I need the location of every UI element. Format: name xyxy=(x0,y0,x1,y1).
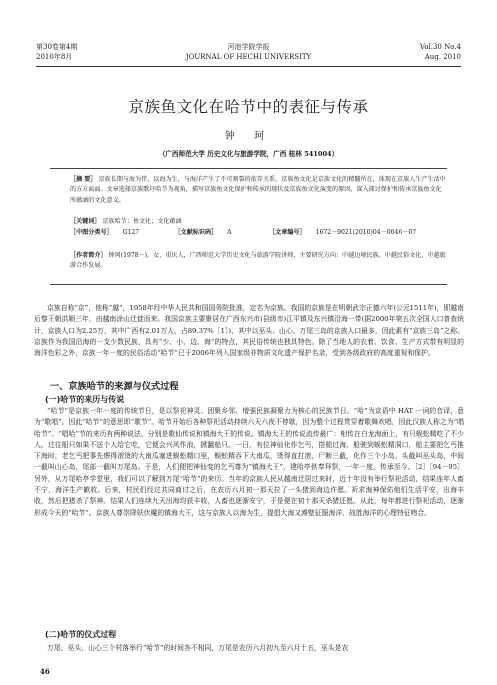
author-affiliation: （广西师范大学 历史文化与旅游学院，广西 桂林 541004） xyxy=(158,150,339,158)
intro-paragraph xyxy=(34,303,464,359)
doc-code-value: A xyxy=(227,229,232,236)
intro-text: 京族自称“京”，他称“越”，1958年经中华人民共和国国务院批准，定名为京族。我国的京族是在明朝武宗正德六年(公元1511年)，即越南后黎王朝洪顺三年，由越南涂山迁徙而来。我国京族主要聚居在广西东兴市(县级市)江平镇及东兴镇沿海一带(据2000年第五次全国人口普查统计，京族人口为2.25万，其中广西有2.01万人，占89.37%［1］)，其中以巫头、山心、万尾三岛的京族人口最多，因此素有“京族三岛”之称。京族作为我国沿海的一支少数民族，具有“少、小、边、海”的特点，其民俗传统也独具特色。除了当地人的衣着、饮食、生产方式带有明显的海洋色彩之外，京族一年一度的民俗活动“哈节”已于2006年列入国家级非物质文化遗产保护名录，受到各级政府的高度重视和保护。 xyxy=(34,304,464,358)
paragraph-3-text: 万尾、巫头、山心三个村落举行“哈节”的时间各不相同，万尾是农历六月初九至六月十五，巫头是农 xyxy=(47,644,349,652)
article-author: 钟 珂 xyxy=(224,131,273,142)
journal-date-en: Aug. 2010 xyxy=(424,53,461,61)
keywords-text: 京族哈节；鱼文化；文化蕴涵 xyxy=(102,218,182,225)
keywords xyxy=(70,217,447,227)
doc-code-label: ［文献标识码］ xyxy=(174,229,218,236)
clc-value: G127 xyxy=(122,229,140,236)
body-paragraph-2 xyxy=(34,406,464,519)
abstract xyxy=(70,175,447,206)
body-paragraph-3 xyxy=(34,643,464,654)
journal-name-cn: 河池学院学报 xyxy=(227,43,270,51)
article-id-value: 1672－9021(2010)04－0046－07 xyxy=(315,229,417,236)
journal-volume-en: Vol.30 No.4 xyxy=(419,43,461,51)
clc-label: ［中图分类号］ xyxy=(70,229,113,236)
header-rule xyxy=(36,66,461,67)
abstract-text: 京族长期与海为伴，以海为生，与海洋产生了不可割裂的依存关系。京族鱼文化是京族文化的精髓所在，体现在京族人生产生活中的方方面面。文章选择京族歌圩哈节为视角，描写京族鱼文化保护和传承的现状及京族鱼文化演变的原因，深入探讨保护和传承京族鱼文化所蕴涵的文化意义。 xyxy=(70,176,446,204)
header-right xyxy=(420,42,461,62)
journal-date: 2010年8月 xyxy=(36,53,73,61)
page-number: 46 xyxy=(40,667,50,676)
journal-volume: 第30卷第4期 xyxy=(36,43,78,51)
paragraph-2-text: “哈节”是京族一年一度的传统节日，是以祭祀神灵、团聚乡邻、增强民族凝聚力为核心的民族节日。“哈”为京语中 HÁT 一词的音译，意为“歌唱”，因此“哈节”的意思即“歌节”。哈节开始后各种祭祀活动持续六天六夜不停歇，因为整个过程贯穿着歌舞欢唱，因此汉族人称之为“唱哈节”。“唱哈”节的来历有两种说法，分别是歌仙传说和镇海大王的传说。镇海大王的传说流传最广：相传在白龙海面上，有只蜈蚣精吃了不少人。过往船只如果不送个人给它吃，它便会兴风作浪，掀翻船只。一日，有位神仙化作乞丐，搭船过海。船驶到蜈蚣精洞口，船主要把乞丐推下海时，老乞丐把事先煨得滚烫的大南瓜塞进蜈蚣精口里，蜈蚣精吞下大南瓜，烫得直打滚，尸断三截，化作三个小岛。头截叫巫头岛，中间一截叫山心岛，尾部一截叫万尾岛。于是，人们便把神仙变的乞丐尊为“镇海大王”，建哈亭供奉拜祭，一年一度，传承至今。［2］［94－95］另外，从万尾哈亭学堂里，我们可以了解到万尾“哈节”的来历。当年的京族人民从越南迁居过来时，近十年没有举行祭祀活动，结果连年人畜不宁，海洋生产歉收。后来，村民们经过共同商讨之后，在农历六月初一那天拉了一头猪到海边许愿。祈求海神保佑他们生活平安，出海丰收，然后把猪杀了祭神。结果人们连续九天出海均获丰收，人畜也逐渐安宁，于是便在初十那天杀猪还愿。从此，每年都进行祭祀活动，逐渐形成今天的“哈节”。京族人尊崇降妖伏魔的镇海大王，这与京族人以海为生，提倡大海又滩壁征服海洋、战胜海洋的心理特征吻合。 xyxy=(34,407,464,517)
abstract-box xyxy=(50,168,447,285)
keywords-label: ［关键词］ xyxy=(70,218,101,225)
running-header xyxy=(36,42,461,68)
section-heading-1: 一、京族哈节的来源与仪式过程 xyxy=(50,381,179,392)
classification-row xyxy=(70,228,447,238)
journal-name-en: JOURNAL OF HECHI UNIVERSITY xyxy=(185,53,312,61)
article-title: 京族鱼文化在哈节中的表征与传承 xyxy=(128,98,369,116)
subsection-heading-2: (二)哈节的仪式过程 xyxy=(45,630,117,639)
abstract-label: ［摘 要］ xyxy=(70,176,97,183)
author-bio-text: 钟珂(1978－)，女，重庆人，广西师范大学历史文化与旅游学院讲师，主要研究方向：中越边境民族、中越民俗文化、中越旅游合作发展。 xyxy=(70,252,446,270)
article-id-label: ［文章编号］ xyxy=(269,229,306,236)
author-bio xyxy=(70,251,447,272)
subsection-heading-1: (一)哈节的来历与传说 xyxy=(45,395,125,404)
author-bio-label: ［作者简介］ xyxy=(70,252,107,259)
header-center xyxy=(36,42,461,62)
